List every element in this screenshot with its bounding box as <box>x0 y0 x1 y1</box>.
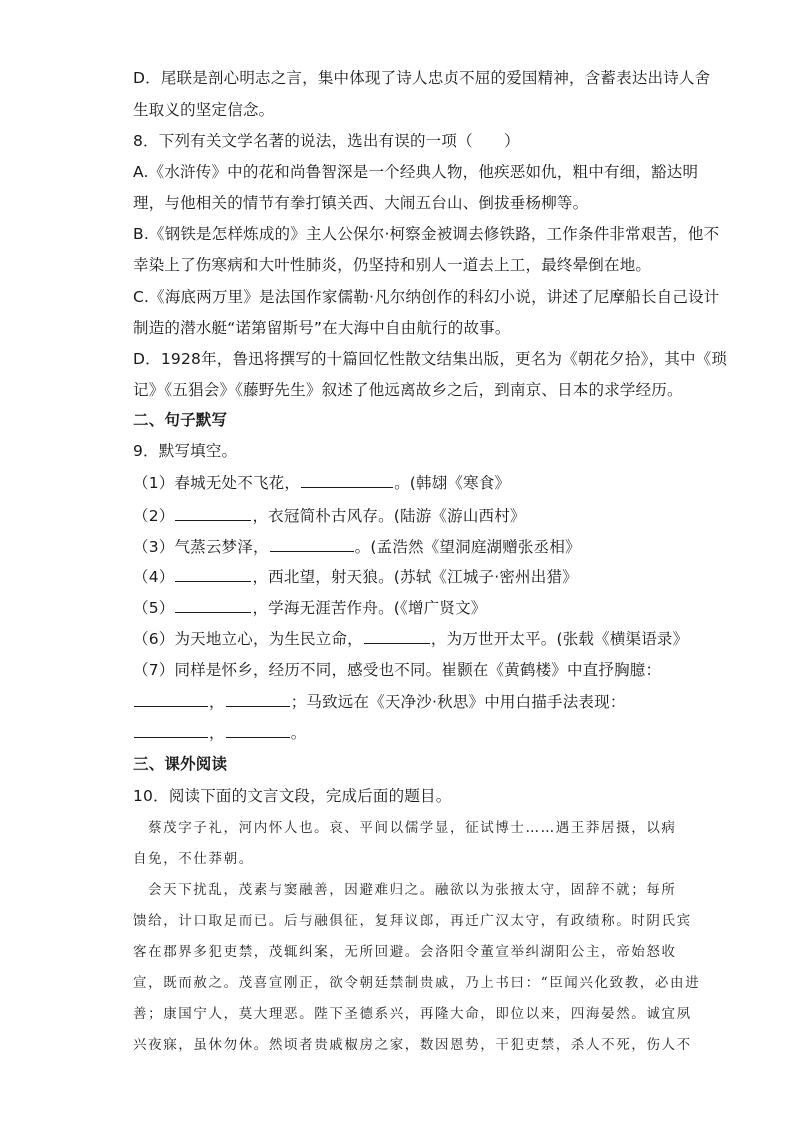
answer-blank[interactable] <box>175 505 251 521</box>
answer-blank[interactable] <box>364 628 430 644</box>
q9-item-7-stem: （7）同样是怀乡，经历不同，感受也不同。崔颢在《黄鹤楼》中直抒胸臆： <box>133 661 662 679</box>
classical-text-p2-line6: 兴夜寐，虽休勿休。然顷者贵戚椒房之家，数因恩势，干犯吏禁，杀人不死，伤人不 <box>133 1037 692 1053</box>
section-heading-2: 二、句子默写 <box>133 411 228 429</box>
q8-option-b-line2: 幸染上了伤寒病和大叶性肺炎，仍坚持和别人一道去上工，最终晕倒在地。 <box>133 256 652 274</box>
answer-blank[interactable] <box>175 566 251 582</box>
q7-option-d-line2: 生取义的坚定信念。 <box>133 101 275 119</box>
q8-option-a-line2: 理，与他相关的情节有拳打镇关西、大闹五台山、倒拔垂杨柳等。 <box>133 194 589 212</box>
q9-item-2: （2） ，衣冠简朴古风存。(陆游《游山西村》 <box>133 507 526 525</box>
q8-option-c-line1: C.《海底两万里》是法国作家儒勒·凡尔纳创作的科幻小说，讲述了尼摩船长自己设计 <box>133 288 720 306</box>
q9-item-6: （6）为天地立心，为生民立命， ，为万世开太平。(张载《横渠语录》 <box>133 630 689 648</box>
answer-blank[interactable] <box>134 691 208 707</box>
q8-option-b-line1: B.《钢铁是怎样炼成的》主人公保尔·柯察金被调去修铁路，工作条件非常艰苦，他不 <box>133 225 720 243</box>
classical-text-p2-line2: 馈给，计口取足而已。后与融俱征，复拜议郎，再迁广汉太守，有政绩称。时阴氏宾 <box>133 913 692 929</box>
classical-text-p2-line3: 客在郡界多犯吏禁，茂辄纠案，无所回避。会洛阳令董宣举纠湖阳公主，帝始怒收 <box>133 944 677 960</box>
classical-text-p2-line5: 善；康国宁人，莫大理恶。陛下圣德系兴，再隆大命，即位以来，四海晏然。诚宜夙 <box>133 1006 692 1022</box>
answer-blank[interactable] <box>301 472 393 488</box>
q8-option-d-line1: D．1928年，鲁迅将撰写的十篇回忆性散文结集出版，更名为《朝花夕拾》，其中《琐 <box>133 350 728 368</box>
classical-text-p2-line4: 宣，既而赦之。茂喜宣刚正，欲令朝廷禁制贵戚，乃上书曰：“臣闻兴化致教，必由进 <box>133 975 701 991</box>
q8-option-a-line1: A.《水浒传》中的花和尚鲁智深是一个经典人物，他疾恶如仇，粗中有细，豁达明 <box>133 163 699 181</box>
q9-item-5: （5） ，学海无涯苦作舟。(《增广贤文》 <box>133 599 487 617</box>
section-heading-3: 三、课外阅读 <box>133 755 228 773</box>
q9-item-7-line2: ， ；马致远在《天净沙·秋思》中用白描手法表现： <box>133 691 626 712</box>
q8-option-c-line2: 制造的潜水艇“诺第留斯号”在大海中自由航行的故事。 <box>133 319 511 337</box>
classical-text-p1-line2: 自免，不仕莽朝。 <box>133 851 254 867</box>
q9-item-3: （3）气蒸云梦泽， 。(孟浩然《望洞庭湖赠张丞相》 <box>133 538 581 556</box>
q7-option-d-line1: D．尾联是剖心明志之言，集中体现了诗人忠贞不屈的爱国精神，含蓄表达出诗人舍 <box>133 69 711 87</box>
answer-blank[interactable] <box>134 722 208 738</box>
q10-stem: 10．阅读下面的文言文段，完成后面的题目。 <box>133 787 452 805</box>
answer-blank[interactable] <box>226 691 290 707</box>
q8-option-d-line2: 记》《五猖会》《藤野先生》叙述了他远离故乡之后，到南京、日本的求学经历。 <box>133 381 683 399</box>
q9-item-7-line3: ， 。 <box>133 722 306 743</box>
q9-stem: 9．默写填空。 <box>133 442 238 460</box>
classical-text-p1-line1: 蔡茂字子礼，河内怀人也。哀、平间以儒学显，征试博士……遇王莽居摄，以病 <box>148 820 677 836</box>
classical-text-p2-line1: 会天下扰乱，茂素与窦融善，因避难归之。融欲以为张掖太守，固辞不就；每所 <box>148 882 677 898</box>
q9-item-4: （4） ，西北望，射天狼。(苏轼《江城子·密州出猎》 <box>133 568 578 586</box>
q8-stem: 8．下列有关文学名著的说法，选出有误的一项（ ） <box>133 132 520 150</box>
answer-blank[interactable] <box>226 722 290 738</box>
q9-item-1: （1）春城无处不飞花， 。(韩翃《寒食》 <box>133 474 511 492</box>
answer-blank[interactable] <box>175 597 251 613</box>
answer-blank[interactable] <box>270 536 354 552</box>
